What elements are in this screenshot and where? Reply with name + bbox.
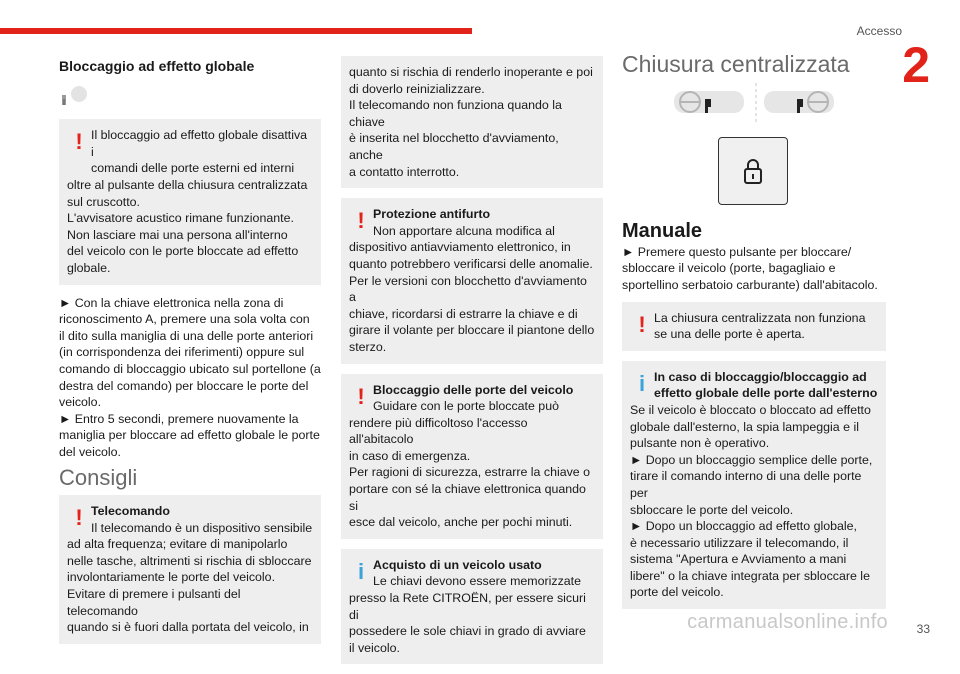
column-1 [59, 56, 321, 654]
heading-global-lock: Bloccaggio ad effetto globale [59, 58, 255, 74]
column-2 [341, 56, 603, 674]
column-3 [622, 51, 886, 619]
steering-wheel-icon [622, 81, 886, 125]
info-icon: i [638, 370, 646, 396]
box-remote-cont: quanto si rischia di renderlo inoperante e poi di doverlo reinizializzare. Il telecomando non funziona quando la chiave è inserita nel blocchetto d'avviamento, anche a contatto interrotto. [341, 56, 603, 188]
warning-text-cont: oltre al pulsante della chiusura centralizzata sul cruscotto. L'avvisatore acustico rimane funzionante. Non lasciare mai una persona all'interno del veicolo con le porte bloccate ad effetto globale. [67, 177, 308, 275]
heading-consigli: Consigli [59, 465, 138, 491]
page-number: 33 [916, 622, 930, 636]
top-accent-bar [0, 28, 472, 34]
paragraph-instructions: ► Con la chiave elettronica nella zona di riconoscimento A, premere una sola volta con il dito sulla maniglia di una delle porte anteriori (in corrispondenza dei riferimenti) oppure sul comando di bloccaggio ubicato sul portellone (a destra del comando) per bloccare le porte del veicolo. ► Entro 5 secondi, premere nuovamente la maniglia per bloccare ad effetto globale le porte del veicolo. [59, 295, 321, 459]
lock-button-illustration [718, 137, 788, 205]
info-icon: i [357, 558, 365, 584]
warning-icon: ! [638, 311, 646, 337]
section-title: Accesso [856, 24, 902, 38]
lock-icon [743, 157, 763, 185]
warning-box-door-lock: ! Bloccaggio delle porte del veicolo Guidare con le porte bloccate può rendere più difficoltoso l'accesso all'abitacolo in caso di emergenza. Per ragioni di sicurezza, estrarre la chiave o portare con sé la chiave elettronica quando si esce dal veicolo, anche per pochi minuti. [341, 374, 603, 539]
warning-icon: ! [357, 208, 365, 234]
info-box-used-vehicle: i Acquisto di un veicolo usato Le chiavi devono essere memorizzate presso la Rete CITROËN, per essere sicuri di possedere le sole chiavi in grado di avviare il veicolo. [341, 549, 603, 665]
heading-central-locking: Chiusura centralizzata [622, 51, 850, 77]
chapter-number: 2 [902, 37, 930, 93]
warning-icon: ! [75, 129, 83, 155]
warning-box-door-open: ! La chiusura centralizzata non funziona se una delle porte è aperta. [622, 302, 886, 351]
warning-box-antitheft: ! Protezione antifurto Non apportare alcuna modifica al dispositivo antiavviamento elettronico, in quanto potrebbero verificarsi delle anomalie. Per le versioni con blocchetto d'avviamento a chiave, ricordarsi di estrarre la chiave e di girare il volante per bloccare il piantone dello sterzo. [341, 198, 603, 363]
warning-icon: ! [357, 383, 365, 409]
warning-box-remote: ! Telecomando Il telecomando è un dispositivo sensibile ad alta frequenza; evitare di manipolarlo nelle tasche, altrimenti si rischia di sbloccare involontariamente le porte del veicolo. Evitare di premere i pulsanti del telecomando quando si è fuori dalla portata del veicolo, in [59, 495, 321, 644]
key-icon [59, 85, 91, 107]
heading-manual: Manuale [622, 220, 703, 243]
paragraph-manual: ► Premere questo pulsante per bloccare/ sbloccare il veicolo (porte, bagagliaio e sportellino serbatoio carburante) dall'abitacolo. [622, 244, 878, 292]
info-box-external-lock: i In caso di bloccaggio/bloccaggio ad effetto globale delle porte dall'esterno Se il veicolo è bloccato o bloccato ad effetto globale dall'esterno, la spia lampeggia e il pulsante non è operativo. ► Dopo un bloccaggio semplice delle porte, tirare il comando interno di una delle porte per sbloccare le porte del veicolo. ► Dopo un bloccaggio ad effetto globale, è necessario utilizzare il telecomando, il sistema "Apertura e Avviamento a mani libere" o la chiave integrata per sbloccare le porte del veicolo. [622, 361, 886, 609]
warning-text: Il bloccaggio ad effetto globale disattiva i comandi delle porte esterni ed interni [91, 128, 308, 176]
warning-box-global-lock [59, 119, 321, 284]
warning-icon: ! [75, 505, 83, 531]
watermark: carmanualsonline.info [687, 611, 888, 633]
